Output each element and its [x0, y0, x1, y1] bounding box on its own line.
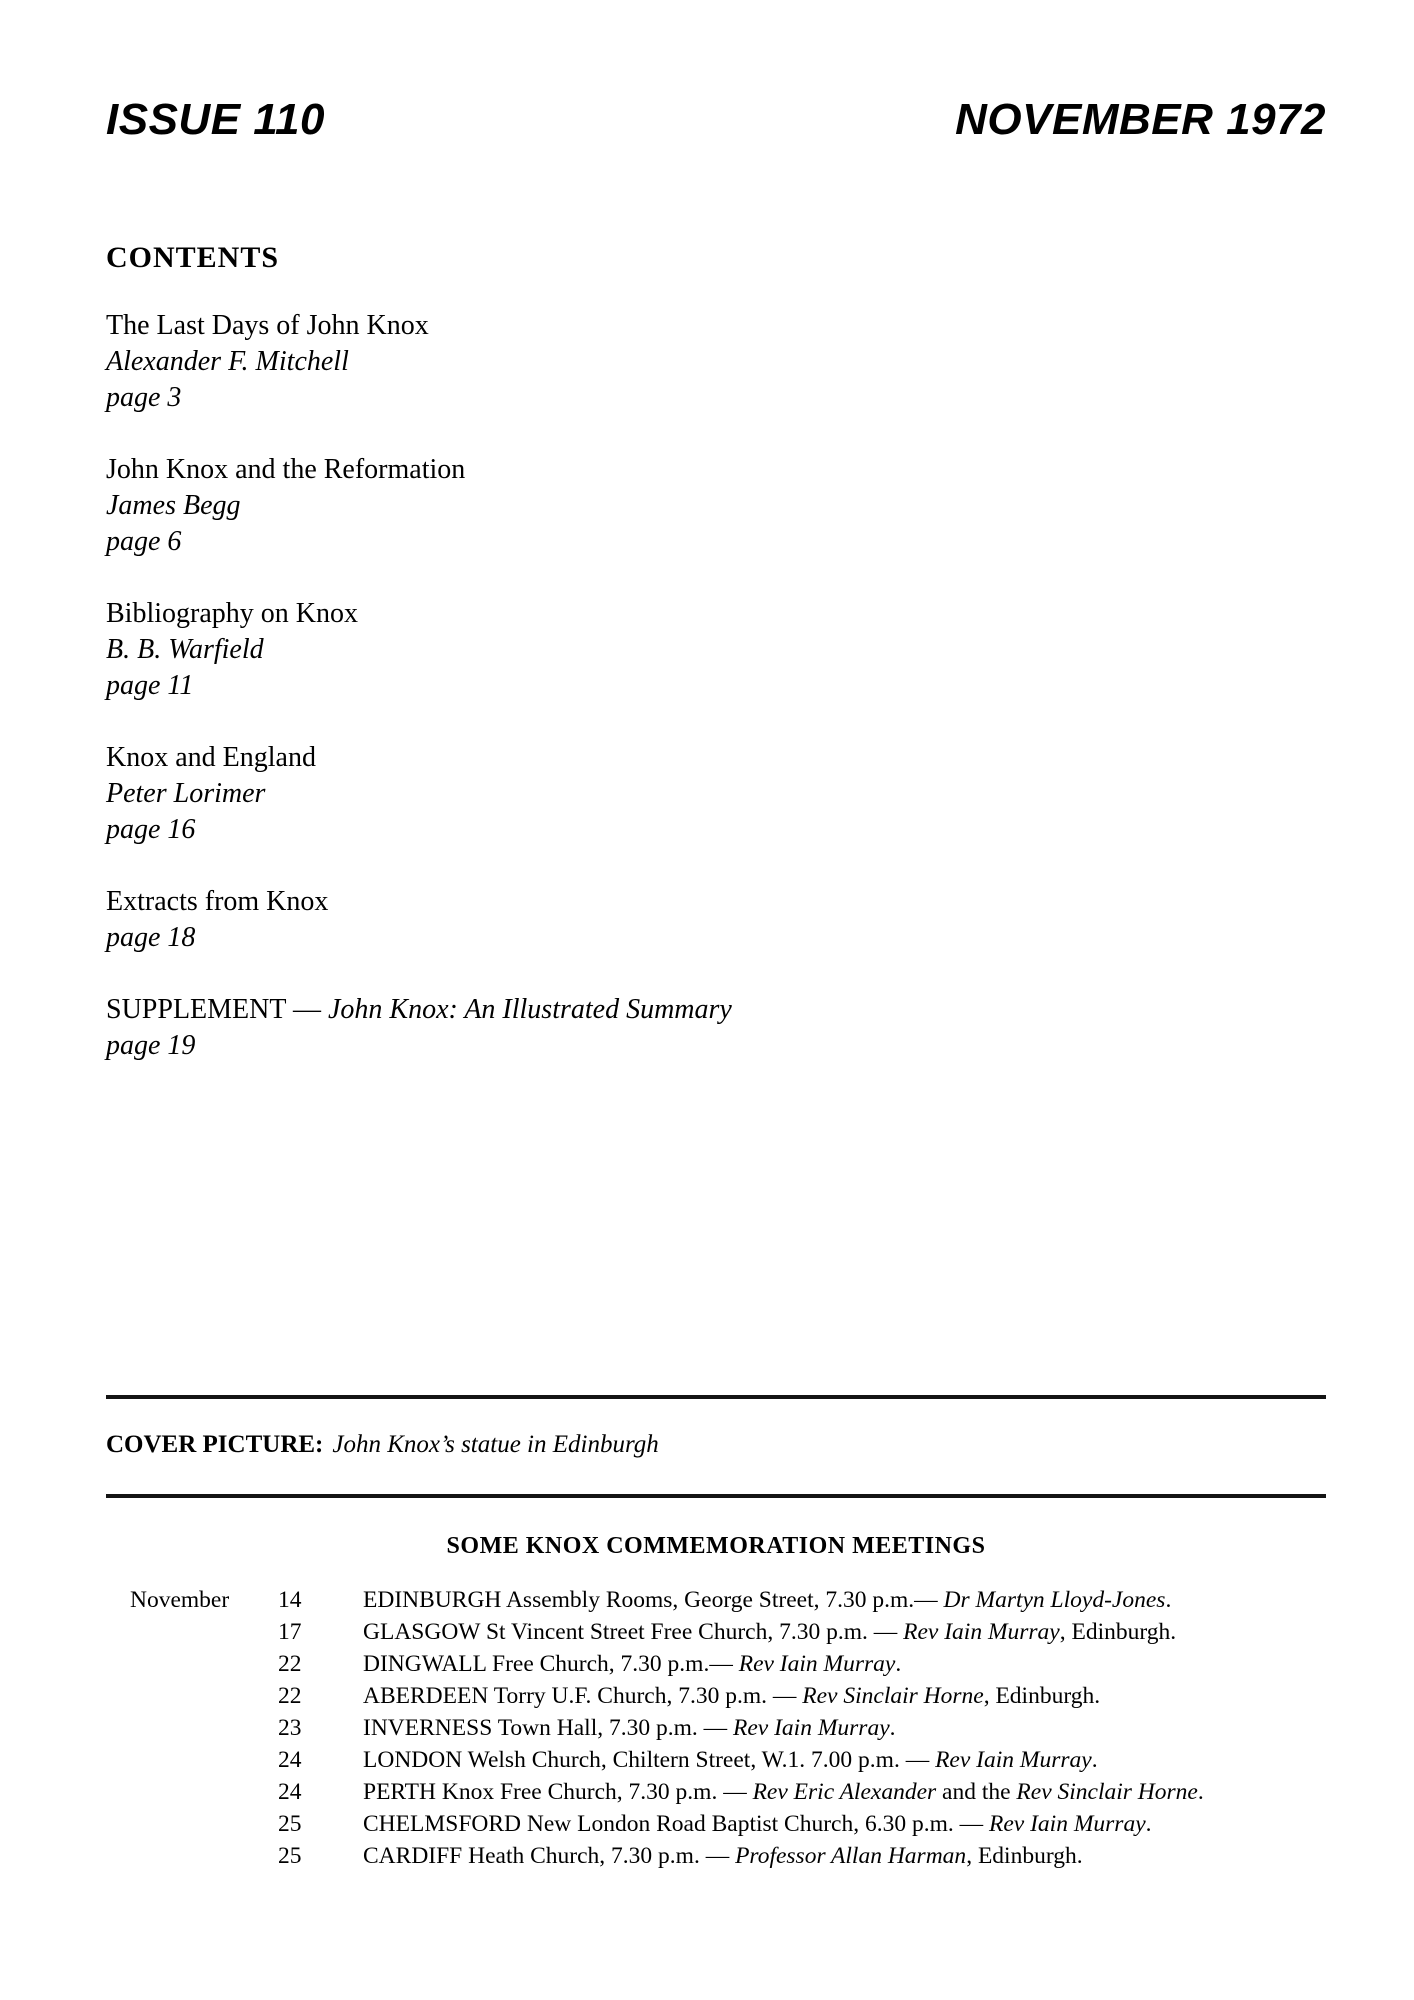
article-title: John Knox and the Reformation	[106, 454, 466, 485]
meeting-day: 22	[278, 1651, 302, 1677]
meeting-month-cell	[106, 1648, 278, 1680]
meeting-row	[106, 1776, 1326, 1808]
article-title	[106, 992, 1326, 1028]
meeting-month-cell	[106, 1680, 278, 1712]
toc-entry	[106, 992, 1326, 1064]
article-title: Extracts from Knox	[106, 886, 329, 917]
article-author: James Begg	[106, 490, 241, 521]
meeting-row	[106, 1648, 1326, 1680]
cover-picture-label: COVER PICTURE:	[106, 1431, 324, 1458]
toc-entry	[106, 308, 1326, 416]
meeting-description: EDINBURGH Assembly Rooms, George Street, 7.30 p.m.— Dr Martyn Lloyd-Jones.	[363, 1587, 1172, 1613]
meeting-row	[106, 1616, 1326, 1648]
meeting-description: LONDON Welsh Church, Chiltern Street, W.1. 7.00 p.m. — Rev Iain Murray.	[363, 1747, 1098, 1773]
meeting-description: GLASGOW St Vincent Street Free Church, 7.30 p.m. — Rev Iain Murray, Edinburgh.	[363, 1619, 1177, 1645]
article-title: Knox and England	[106, 742, 316, 773]
contents-heading: CONTENTS	[106, 241, 280, 274]
meeting-day: 25	[278, 1811, 302, 1837]
meeting-day: 17	[278, 1619, 302, 1645]
meeting-description: CHELMSFORD New London Road Baptist Church, 6.30 p.m. — Rev Iain Murray.	[363, 1811, 1152, 1837]
meeting-day: 24	[278, 1747, 302, 1773]
article-title: Bibliography on Knox	[106, 598, 358, 629]
article-page: page 19	[106, 1030, 196, 1061]
contents-list	[106, 308, 1326, 1064]
meeting-month-cell	[106, 1808, 278, 1840]
meeting-description: PERTH Knox Free Church, 7.30 p.m. — Rev Eric Alexander and the Rev Sinclair Horne.	[363, 1779, 1204, 1805]
issue-number: ISSUE 110	[106, 95, 325, 144]
toc-entry	[106, 452, 1326, 560]
supplement-label: SUPPLEMENT —	[106, 994, 328, 1025]
meetings-table	[106, 1584, 1326, 1872]
meeting-month: November	[130, 1587, 230, 1613]
meeting-row	[106, 1712, 1326, 1744]
article-page: page 6	[106, 526, 182, 557]
meeting-day: 23	[278, 1715, 302, 1741]
meeting-month-cell	[106, 1712, 278, 1744]
meetings-heading: SOME KNOX COMMEMORATION MEETINGS	[446, 1533, 986, 1559]
article-page: page 11	[106, 670, 194, 701]
meeting-day: 24	[278, 1779, 302, 1805]
meeting-row	[106, 1808, 1326, 1840]
meeting-description: ABERDEEN Torry U.F. Church, 7.30 p.m. — Rev Sinclair Horne, Edinburgh.	[363, 1683, 1101, 1709]
toc-entry	[106, 740, 1326, 848]
divider-top	[106, 1395, 1326, 1399]
meeting-description: INVERNESS Town Hall, 7.30 p.m. — Rev Iain Murray.	[363, 1715, 896, 1741]
cover-picture-line	[106, 1429, 1326, 1461]
meeting-row	[106, 1680, 1326, 1712]
article-author: Alexander F. Mitchell	[106, 346, 349, 377]
article-page: page 16	[106, 814, 196, 845]
article-page: page 3	[106, 382, 182, 413]
meeting-description: DINGWALL Free Church, 7.30 p.m.— Rev Iain Murray.	[363, 1651, 902, 1677]
meeting-month-cell	[106, 1776, 278, 1808]
article-title: The Last Days of John Knox	[106, 310, 429, 341]
meeting-month-cell	[106, 1744, 278, 1776]
meeting-row	[106, 1840, 1326, 1872]
meeting-day: 14	[278, 1587, 302, 1613]
meeting-day: 25	[278, 1843, 302, 1869]
meeting-month-cell	[106, 1616, 278, 1648]
supplement-title: John Knox: An Illustrated Summary	[327, 994, 732, 1025]
masthead	[106, 95, 1326, 144]
meeting-month-cell	[106, 1840, 278, 1872]
meeting-description: CARDIFF Heath Church, 7.30 p.m. — Professor Allan Harman, Edinburgh.	[363, 1843, 1083, 1869]
issue-date: NOVEMBER 1972	[955, 95, 1326, 144]
cover-picture-caption: John Knox’s statue in Edinburgh	[332, 1431, 659, 1458]
toc-entry	[106, 596, 1326, 704]
meeting-row	[106, 1584, 1326, 1616]
article-author: B. B. Warfield	[106, 634, 264, 665]
meeting-row	[106, 1744, 1326, 1776]
article-author: Peter Lorimer	[106, 778, 266, 809]
toc-entry	[106, 884, 1326, 956]
meeting-day: 22	[278, 1683, 302, 1709]
divider-bottom	[106, 1494, 1326, 1498]
article-page: page 18	[106, 922, 196, 953]
